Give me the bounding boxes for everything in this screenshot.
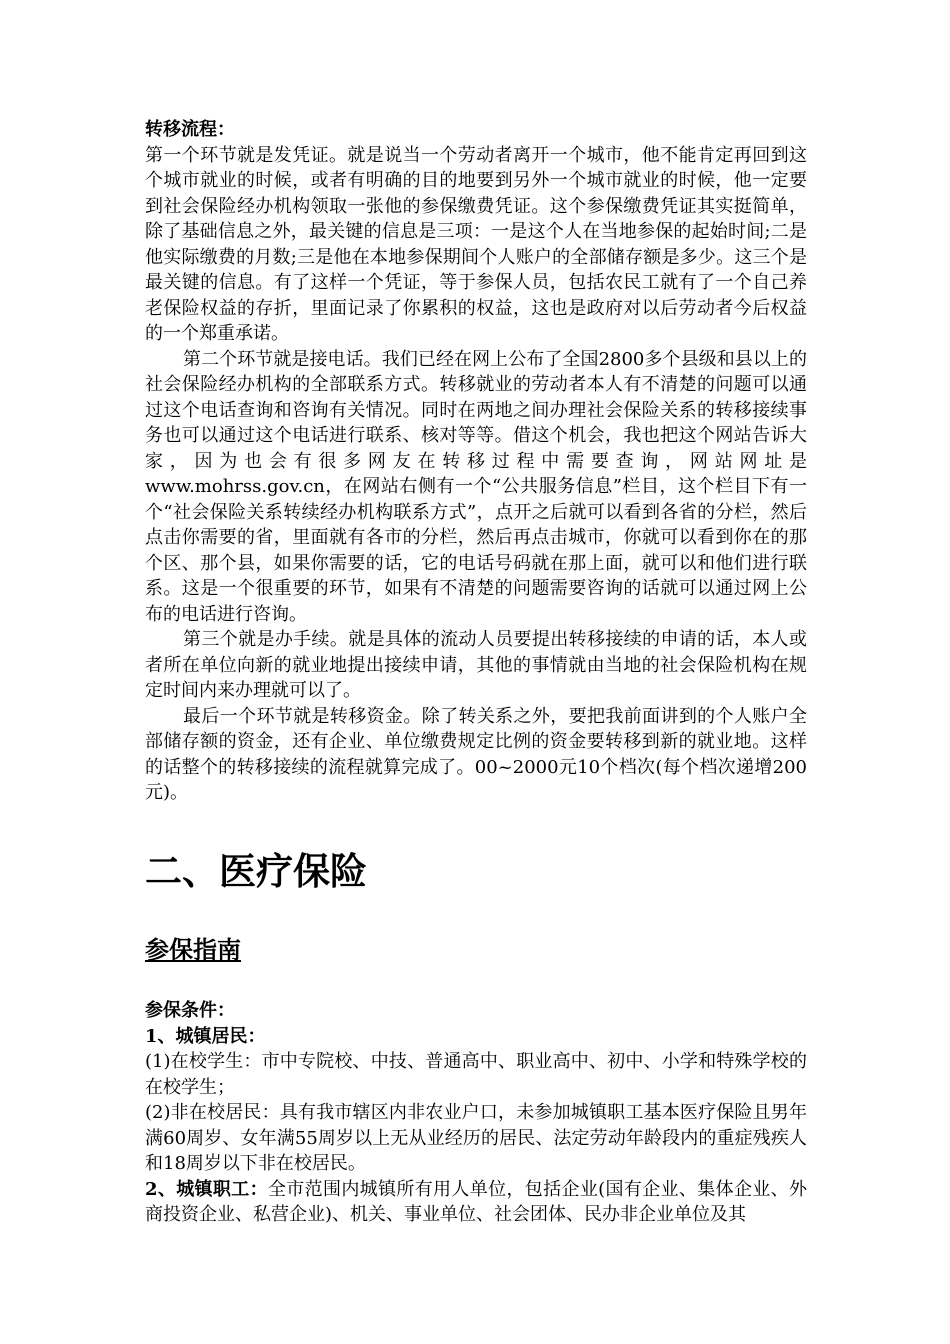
urban-residents-heading: 1、城镇居民： (145, 1025, 266, 1047)
students-item: (1)在校学生：市中专院校、中技、普通高中、职业高中、初中、小学和特殊学校的在校学生； (145, 1051, 807, 1098)
enrollment-guide-heading: 参保指南 (145, 935, 241, 964)
urban-employees-item (145, 1177, 807, 1228)
enrollment-conditions-section (145, 998, 807, 1228)
paragraph-certificate: 第一个环节就是发凭证。就是说当一个劳动者离开一个城市，他不能肯定再回到这个城市就业的时候，或者有明确的目的地要到另外一个城市就业的时候，他一定要到社会保险经办机构领取一张他的参保缴费凭证。这个参保缴费凭证其实挺简单，除了基础信息之外，最关键的信息是三项：一是这个人在当地参保的起始时间;二是他实际缴费的月数;三是他在本地参保期间个人账户的全部储存额是多少。这三个是最关键的信息。有了这样一个凭证，等于参保人员，包括农民工就有了一个自己养老保险权益的存折，里面记录了你累积的权益，这也是政府对以后劳动者今后权益的一个郑重承诺。 (145, 144, 807, 344)
conditions-heading: 参保条件： (145, 1000, 235, 1021)
transfer-process-heading: 转移流程： (145, 119, 235, 140)
paragraph-phone: 第二个环节就是接电话。我们已经在网上公布了全国2800多个县级和县以上的社会保险经办机构的全部联系方式。转移就业的劳动者本人有不清楚的问题可以通过这个电话查询和咨询有关情况。同时在两地之间办理社会保险关系的转移接续事务也可以通过这个电话进行联系、核对等等。借这个机会，我也把这个网站告诉大家，因为也会有很多网友在转移过程中需要查询，网站网址是www.mohrss.gov.cn，在网站右侧有一个“公共服务信息”栏目，这个栏目下有一个“社会保险关系转续经办机构联系方式”，点开之后就可以看到各省的分栏，然后点击你需要的省，里面就有各市的分栏，然后再点击城市，你就可以看到你在的那个区、那个县，如果你需要的话，它的电话号码就在那上面，就可以和他们进行联系。这是一个很重要的环节，如果有不清楚的问题需要咨询的话就可以通过网上公布的电话进行咨询。 (145, 348, 807, 625)
urban-employees-text: 全市范围内城镇所有用人单位，包括企业(国有企业、集体企业、外商投资企业、私营企业)、机关、事业单位、社会团体、民办非企业单位及其 (145, 1178, 807, 1225)
non-student-residents-item: (2)非在校居民：具有我市辖区内非农业户口，未参加城镇职工基本医疗保险且男年满60周岁、女年满55周岁以上无从业经历的居民、法定劳动年龄段内的重症残疾人和18周岁以下非在校居民。 (145, 1102, 807, 1174)
paragraph-procedures: 第三个就是办手续。就是具体的流动人员要提出转移接续的申请的话，本人或者所在单位向新的就业地提出接续申请，其他的事情就由当地的社会保险机构在规定时间内来办理就可以了。 (145, 629, 807, 701)
paragraph-funds: 最后一个环节就是转移资金。除了转关系之外，要把我前面讲到的个人账户全部储存额的资金，还有企业、单位缴费规定比例的资金要转移到新的就业地。这样的话整个的转移接续的流程就算完成了。00~2000元10个档次(每个档次递增200元)。 (145, 705, 807, 803)
medical-insurance-title: 二、医疗保险 (145, 849, 367, 893)
transfer-section (145, 117, 807, 806)
urban-employees-heading: 2、城镇职工： (145, 1178, 268, 1200)
